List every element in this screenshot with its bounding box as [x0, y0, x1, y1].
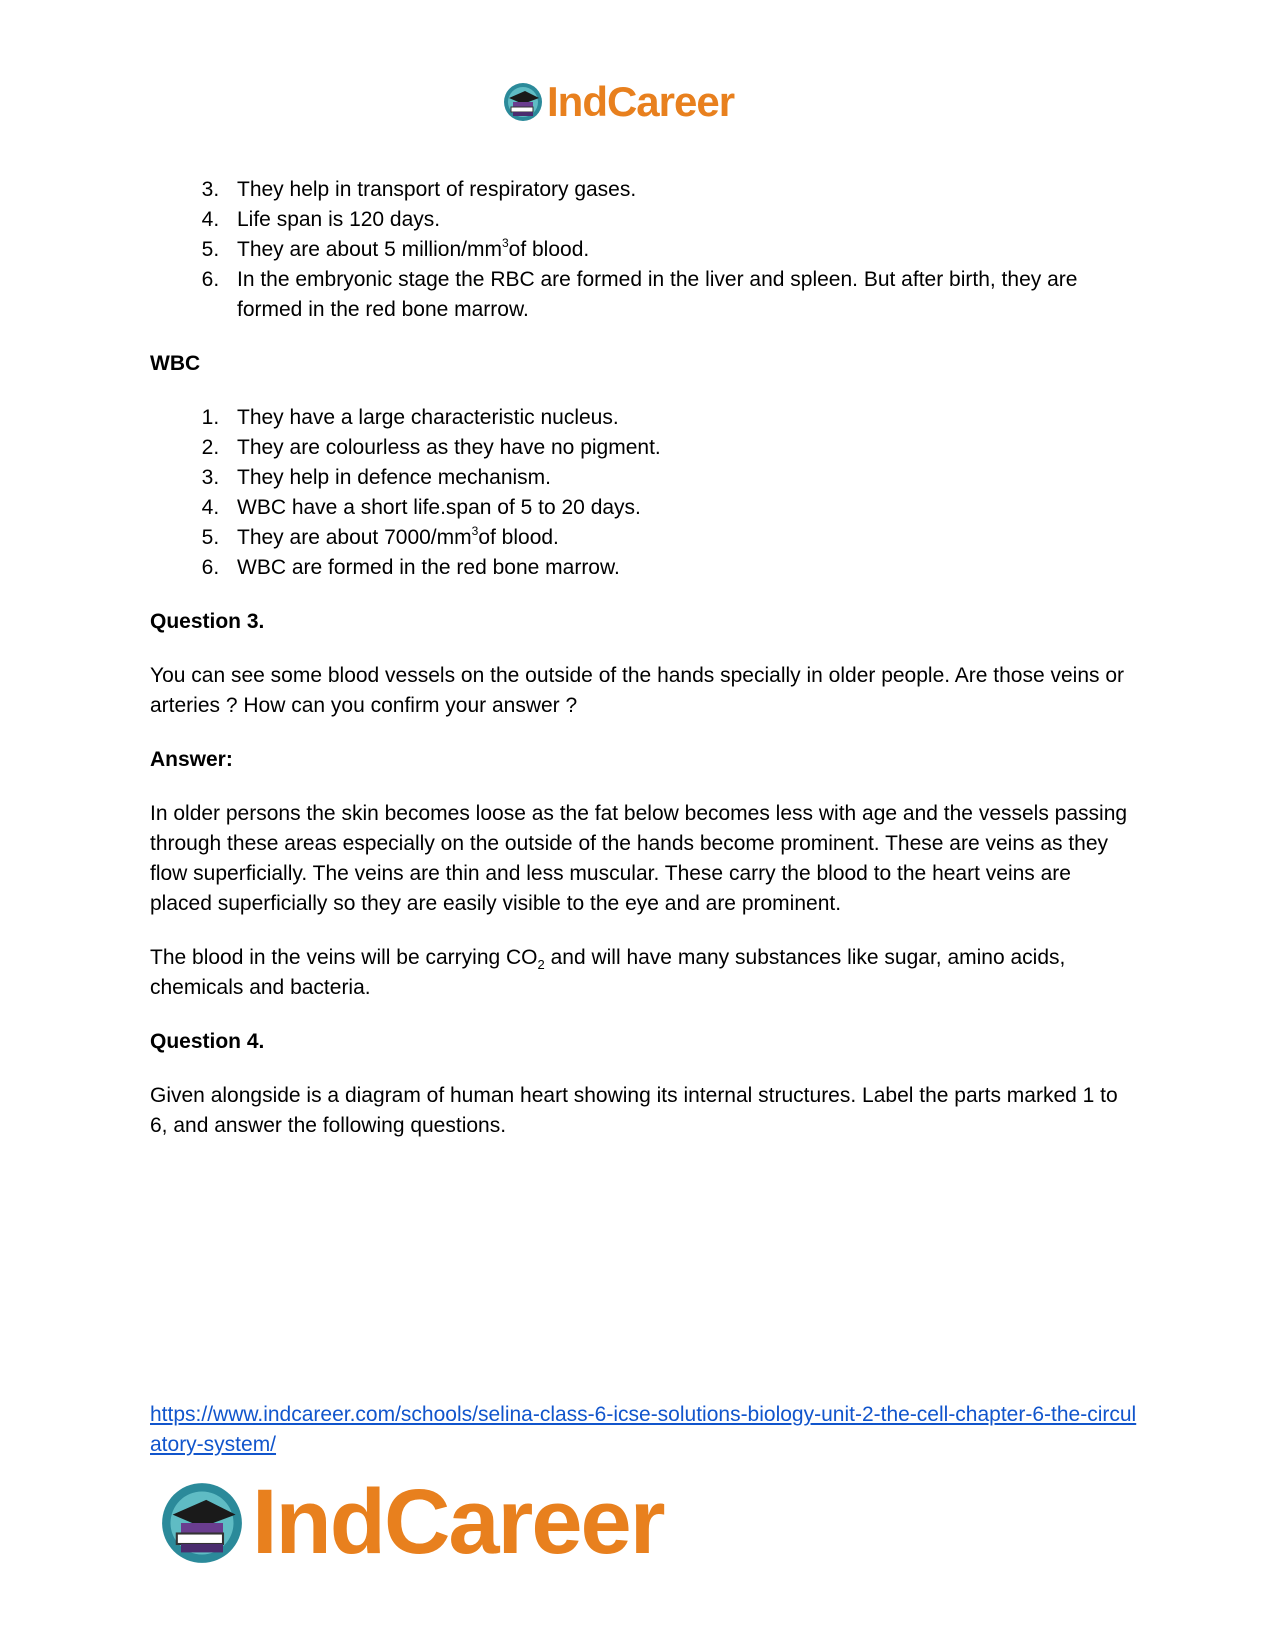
answer-text: and will have many substances like sugar, amino acids, chemicals and bacteria.: [150, 946, 1066, 999]
answer-paragraph-2: [150, 943, 1130, 1003]
document-body: [150, 175, 1130, 1165]
item-text: They are about 7000/mm: [237, 526, 472, 549]
footer-logo: [160, 1470, 664, 1575]
item-text: of blood.: [478, 526, 559, 549]
answer-heading: Answer:: [150, 748, 233, 771]
list-item: [225, 523, 1130, 553]
question-4-text: Given alongside is a diagram of human heart showing its internal structures. Label the parts marked 1 to 6, and answer the following questions.: [150, 1084, 1118, 1137]
superscript: 3: [471, 524, 479, 538]
question-3-heading: Question 3.: [150, 610, 265, 633]
graduation-book-icon: [160, 1481, 244, 1565]
list-item: [225, 235, 1130, 265]
item-text: They are about 5 million/mm: [237, 238, 502, 261]
source-link[interactable]: https://www.indcareer.com/schools/selina-class-6-icse-solutions-biology-unit-2-the-cell-chapter-6-the-circulatory-system/: [150, 1403, 1137, 1456]
answer-paragraph-1: In older persons the skin becomes loose as the fat below becomes less with age and the vessels passing through these areas especially on the outside of the hands become prominent. These are veins as they flow superficially. The veins are thin and less muscular. These carry the blood to the heart veins are placed superficially so they are easily visible to the eye and are prominent.: [150, 802, 1128, 915]
list-item: 1. They have a large characteristic nucleus.: [225, 403, 1130, 433]
header-logo: [503, 78, 734, 126]
list-item: 4. WBC have a short life.span of 5 to 20 days.: [225, 493, 1130, 523]
rbc-list: [150, 175, 1130, 325]
superscript: 3: [501, 236, 509, 250]
wbc-heading: WBC: [150, 352, 201, 375]
list-item: 3. They help in defence mechanism.: [225, 463, 1130, 493]
list-item: 6. WBC are formed in the red bone marrow.: [225, 553, 1130, 583]
list-item: 6. In the embryonic stage the RBC are formed in the liver and spleen. But after birth, they are formed in the red bone marrow.: [225, 265, 1130, 325]
wbc-list: [150, 403, 1130, 583]
question-4-heading: Question 4.: [150, 1030, 265, 1053]
list-item: 3. They help in transport of respiratory gases.: [225, 175, 1130, 205]
item-text: of blood.: [508, 238, 590, 261]
logo-wordmark: IndCareer: [547, 78, 735, 125]
subscript: 2: [537, 957, 545, 972]
list-item: 2. They are colourless as they have no pigment.: [225, 433, 1130, 463]
graduation-book-icon: [503, 82, 543, 122]
list-item: 4. Life span is 120 days.: [225, 205, 1130, 235]
answer-text: The blood in the veins will be carrying CO: [150, 946, 538, 969]
question-3-text: You can see some blood vessels on the outside of the hands specially in older people. Are those veins or arteries ? How can you confirm your answer ?: [150, 664, 1125, 717]
logo-wordmark: IndCareer: [252, 1471, 664, 1573]
